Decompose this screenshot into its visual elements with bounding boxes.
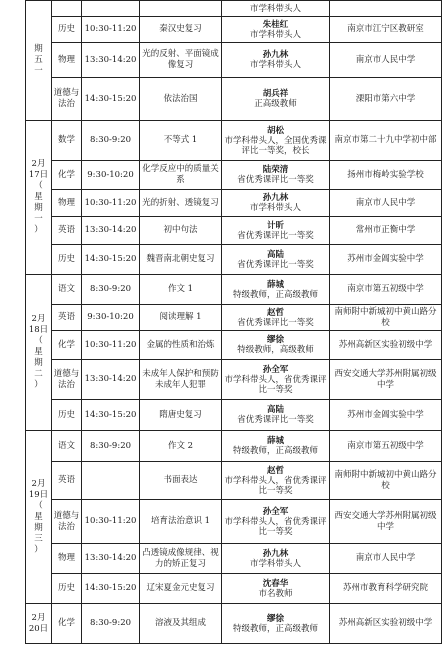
- subject-cell: 语文: [52, 431, 82, 462]
- time-cell: 13:30-14:20: [82, 544, 140, 574]
- teacher-title: 市学科带头人: [249, 558, 301, 569]
- teacher-name: 胡松: [266, 125, 284, 136]
- schedule-row: [26, 1, 442, 17]
- school-cell: 南京市江宁区教研室: [330, 17, 442, 43]
- schedule-row: [26, 431, 442, 462]
- schedule-table: [25, 0, 442, 644]
- teacher-cell: [222, 431, 330, 462]
- course-cell: [140, 1, 222, 17]
- day-label-line: 期: [34, 358, 43, 368]
- day-label-line: 20日: [28, 623, 49, 634]
- course-cell: 作文 1: [140, 275, 222, 305]
- course-cell: 培育法治意识 1: [140, 500, 222, 544]
- teacher-name: 陆荣清: [262, 165, 289, 175]
- subject-cell: 历史: [52, 17, 82, 43]
- course-cell: 光的反射、平面镜成像复习: [140, 43, 222, 78]
- course-cell: 化学反应中的质量关系: [140, 161, 222, 190]
- day-label-line: （: [34, 181, 43, 191]
- subject-cell: 道德与法治: [52, 78, 82, 121]
- teacher-cell: [222, 500, 330, 544]
- subject-cell: 道德与法治: [52, 500, 82, 544]
- subject-cell: 化学: [52, 604, 82, 644]
- course-cell: 作文 2: [140, 431, 222, 462]
- time-cell: 8:30-9:20: [82, 604, 140, 644]
- subject-cell: 语文: [52, 275, 82, 305]
- school-cell: 苏州市金阊实验中学: [330, 400, 442, 431]
- school-cell: 南京市第五初级中学: [330, 275, 442, 305]
- subject-cell: 物理: [52, 544, 82, 574]
- subject-cell: 历史: [52, 400, 82, 431]
- teacher-title: 市学科带头人: [249, 60, 301, 70]
- teacher-name: 薛城: [266, 279, 284, 290]
- schedule-row: [26, 360, 442, 400]
- teacher-name: 赵哲: [266, 465, 284, 476]
- day-cell: [26, 604, 52, 644]
- teacher-cell: [222, 360, 330, 400]
- day-cell: [26, 275, 52, 431]
- time-cell: 14:30-15:20: [82, 574, 140, 604]
- teacher-cell: [222, 275, 330, 305]
- time-cell: 8:30-9:20: [82, 121, 140, 161]
- teacher-name: 孙全军: [262, 364, 289, 375]
- schedule-row: [26, 43, 442, 78]
- course-cell: 金属的性质和治炼: [140, 331, 222, 360]
- schedule-row: [26, 121, 442, 161]
- time-cell: 8:30-9:20: [82, 431, 140, 462]
- teacher-cell: [222, 245, 330, 275]
- day-label-line: 三: [34, 533, 43, 544]
- teacher-name: 高陆: [266, 249, 284, 260]
- subject-cell: 物理: [52, 43, 82, 78]
- schedule-row: [26, 462, 442, 500]
- teacher-title: 特级教师，高级教师: [237, 345, 314, 355]
- day-label-line: 2月: [31, 478, 46, 489]
- school-cell: 溧阳市第六中学: [330, 78, 442, 121]
- teacher-title: 特级教师，正高级教师: [232, 289, 318, 300]
- teacher-cell: [222, 574, 330, 604]
- teacher-name: 计昕: [266, 220, 284, 231]
- time-cell: 14:30-15:20: [82, 78, 140, 121]
- teacher-name: 孙九林: [262, 193, 289, 203]
- course-cell: 未成年人保护和预防未成年人犯罪: [140, 360, 222, 400]
- course-cell: 魏晋南北朝史复习: [140, 245, 222, 275]
- teacher-name: 高陆: [266, 405, 284, 415]
- teacher-title: 正高级教师: [254, 99, 297, 109]
- teacher-cell: [222, 305, 330, 331]
- schedule-row: [26, 161, 442, 190]
- teacher-title: 省优秀课评比一等奖: [237, 415, 314, 425]
- subject-cell: 英语: [52, 217, 82, 245]
- school-cell: 西安交通大学苏州附属初级中学: [330, 360, 442, 400]
- teacher-title: 市学科带头人，全国优秀课评比一等奖，校长: [224, 135, 327, 156]
- subject-cell: 历史: [52, 574, 82, 604]
- day-label-line: （: [34, 500, 43, 511]
- subject-cell: 英语: [52, 305, 82, 331]
- school-cell: 扬州市梅岭实验学校: [330, 161, 442, 190]
- day-cell: [26, 1, 52, 121]
- day-label-line: ）: [34, 225, 43, 235]
- day-label-line: 期: [34, 203, 43, 213]
- day-label-line: 18日: [28, 325, 49, 335]
- schedule-row: [26, 604, 442, 644]
- teacher-title: 市名教师: [258, 588, 293, 599]
- course-cell: 光的折射、透镜复习: [140, 190, 222, 217]
- time-cell: 14:30-15:20: [82, 245, 140, 275]
- teacher-name: 孙九林: [262, 548, 289, 559]
- teacher-cell: [222, 331, 330, 360]
- school-cell: 南京市人民中学: [330, 190, 442, 217]
- school-cell: 苏州市教育科学研究院: [330, 574, 442, 604]
- teacher-title: 特级教师，正高级教师: [232, 623, 318, 634]
- subject-cell: 数学: [52, 121, 82, 161]
- day-label-line: 星: [34, 511, 43, 522]
- teacher-cell: [222, 462, 330, 500]
- school-cell: 南京市第五初级中学: [330, 431, 442, 462]
- time-cell: 10:30-11:20: [82, 331, 140, 360]
- schedule-row: [26, 331, 442, 360]
- course-cell: 辽宋夏金元史复习: [140, 574, 222, 604]
- teacher-title: 省优秀课评比一等奖: [237, 317, 314, 328]
- time-cell: [82, 1, 140, 17]
- teacher-title: 省优秀课评比一等奖: [237, 230, 314, 241]
- teacher-cell: [222, 190, 330, 217]
- school-cell: 南京市第二十九中学初中部: [330, 121, 442, 161]
- subject-cell: 英语: [52, 462, 82, 500]
- teacher-cell: [222, 1, 330, 17]
- teacher-name: 薛城: [266, 436, 284, 446]
- teacher-cell: [222, 17, 330, 43]
- day-label-line: 二: [34, 369, 43, 379]
- day-label-line: 一: [34, 214, 43, 224]
- course-cell: 依法治国: [140, 78, 222, 121]
- teacher-cell: [222, 161, 330, 190]
- time-cell: 10:30-11:20: [82, 17, 140, 43]
- teacher-title: 省优秀课评比一等奖: [237, 259, 314, 270]
- schedule-row: [26, 78, 442, 121]
- time-cell: 13:30-14:20: [82, 360, 140, 400]
- teacher-cell: [222, 544, 330, 574]
- schedule-row: [26, 217, 442, 245]
- subject-cell: 物理: [52, 190, 82, 217]
- day-label-line: 2月: [31, 612, 46, 623]
- school-cell: 南师附中新城初中黄山路分校: [330, 305, 442, 331]
- schedule-row: [26, 544, 442, 574]
- day-label-line: 星: [34, 347, 43, 357]
- school-cell: [330, 1, 442, 17]
- schedule-row: [26, 245, 442, 275]
- school-cell: 常州市正衡中学: [330, 217, 442, 245]
- teacher-name: 缪徐: [266, 335, 284, 345]
- schedule-row: [26, 400, 442, 431]
- day-cell: [26, 121, 52, 275]
- teacher-name: 朱桂红: [262, 19, 289, 30]
- school-cell: 南京市人民中学: [330, 43, 442, 78]
- teacher-title: 市学科带头人，省优秀课评比一等奖: [224, 516, 327, 537]
- schedule-row: [26, 500, 442, 544]
- teacher-name: 孙全军: [262, 506, 289, 517]
- teacher-name: 缪徐: [266, 613, 284, 624]
- schedule-row: [26, 574, 442, 604]
- subject-cell: 化学: [52, 161, 82, 190]
- schedule-row: [26, 275, 442, 305]
- teacher-title: 省优秀课评比一等奖: [237, 175, 314, 185]
- time-cell: 10:30-11:20: [82, 190, 140, 217]
- school-cell: 苏州高新区实验初级中学: [330, 331, 442, 360]
- course-cell: 凸透镜成像规律、视力的矫正复习: [140, 544, 222, 574]
- schedule-row: [26, 305, 442, 331]
- school-cell: 西安交通大学苏州附属初级中学: [330, 500, 442, 544]
- teacher-name: 孙九林: [262, 50, 289, 60]
- school-cell: 南师附中新城初中黄山路分校: [330, 462, 442, 500]
- teacher-title: 市学科带头人，省优秀课评比一等奖: [224, 475, 327, 496]
- teacher-name: 赵哲: [266, 307, 284, 318]
- school-cell: 南京市人民中学: [330, 544, 442, 574]
- day-label-line: 19日: [28, 489, 49, 500]
- day-label-line: 期: [34, 522, 43, 533]
- teacher-title: 市学科带头人: [249, 29, 301, 40]
- day-label-line: （: [34, 336, 43, 346]
- time-cell: 9:30-10:20: [82, 161, 140, 190]
- teacher-name: 胡兵祥: [262, 89, 289, 99]
- teacher-cell: [222, 43, 330, 78]
- course-cell: 书面表达: [140, 462, 222, 500]
- day-label-line: 2月: [31, 314, 46, 324]
- subject-cell: [52, 1, 82, 17]
- teacher-cell: [222, 400, 330, 431]
- teacher-cell: [222, 604, 330, 644]
- subject-cell: 历史: [52, 245, 82, 275]
- day-label-line: ）: [34, 380, 43, 390]
- teacher-title: 特级教师，正高级教师: [232, 446, 318, 456]
- school-cell: 苏州市金阊实验中学: [330, 245, 442, 275]
- day-label-line: 一: [34, 66, 43, 76]
- schedule-row: [26, 190, 442, 217]
- time-cell: 14:30-15:20: [82, 400, 140, 431]
- time-cell: 8:30-9:20: [82, 275, 140, 305]
- day-label-line: 2月: [31, 159, 46, 169]
- teacher-title: 市学科带头人，省优秀课评比一等奖: [224, 374, 327, 395]
- subject-cell: 道德与法治: [52, 360, 82, 400]
- teacher-cell: [222, 78, 330, 121]
- course-cell: 初中句法: [140, 217, 222, 245]
- teacher-name: 沈春华: [262, 578, 289, 589]
- teacher-title: 市学科带头人: [249, 3, 301, 14]
- teacher-cell: [222, 121, 330, 161]
- subject-cell: 化学: [52, 331, 82, 360]
- course-cell: 不等式 1: [140, 121, 222, 161]
- schedule-row: [26, 17, 442, 43]
- school-cell: 苏州高新区实验初级中学: [330, 604, 442, 644]
- time-cell: 13:30-14:20: [82, 43, 140, 78]
- day-cell: [26, 431, 52, 604]
- time-cell: 13:30-14:20: [82, 217, 140, 245]
- day-label-line: 期: [34, 44, 43, 54]
- teacher-title: 市学科带头人: [249, 203, 301, 213]
- course-cell: 隋唐史复习: [140, 400, 222, 431]
- day-label-line: 五: [34, 55, 43, 65]
- day-label-line: 17日: [28, 170, 49, 180]
- day-label-line: ）: [34, 544, 43, 555]
- course-cell: 秦汉史复习: [140, 17, 222, 43]
- time-cell: [82, 462, 140, 500]
- day-label-line: 星: [34, 192, 43, 202]
- course-cell: 溶液及其组成: [140, 604, 222, 644]
- time-cell: 10:30-11:20: [82, 500, 140, 544]
- course-cell: 阅读理解 1: [140, 305, 222, 331]
- time-cell: 9:30-10:20: [82, 305, 140, 331]
- teacher-cell: [222, 217, 330, 245]
